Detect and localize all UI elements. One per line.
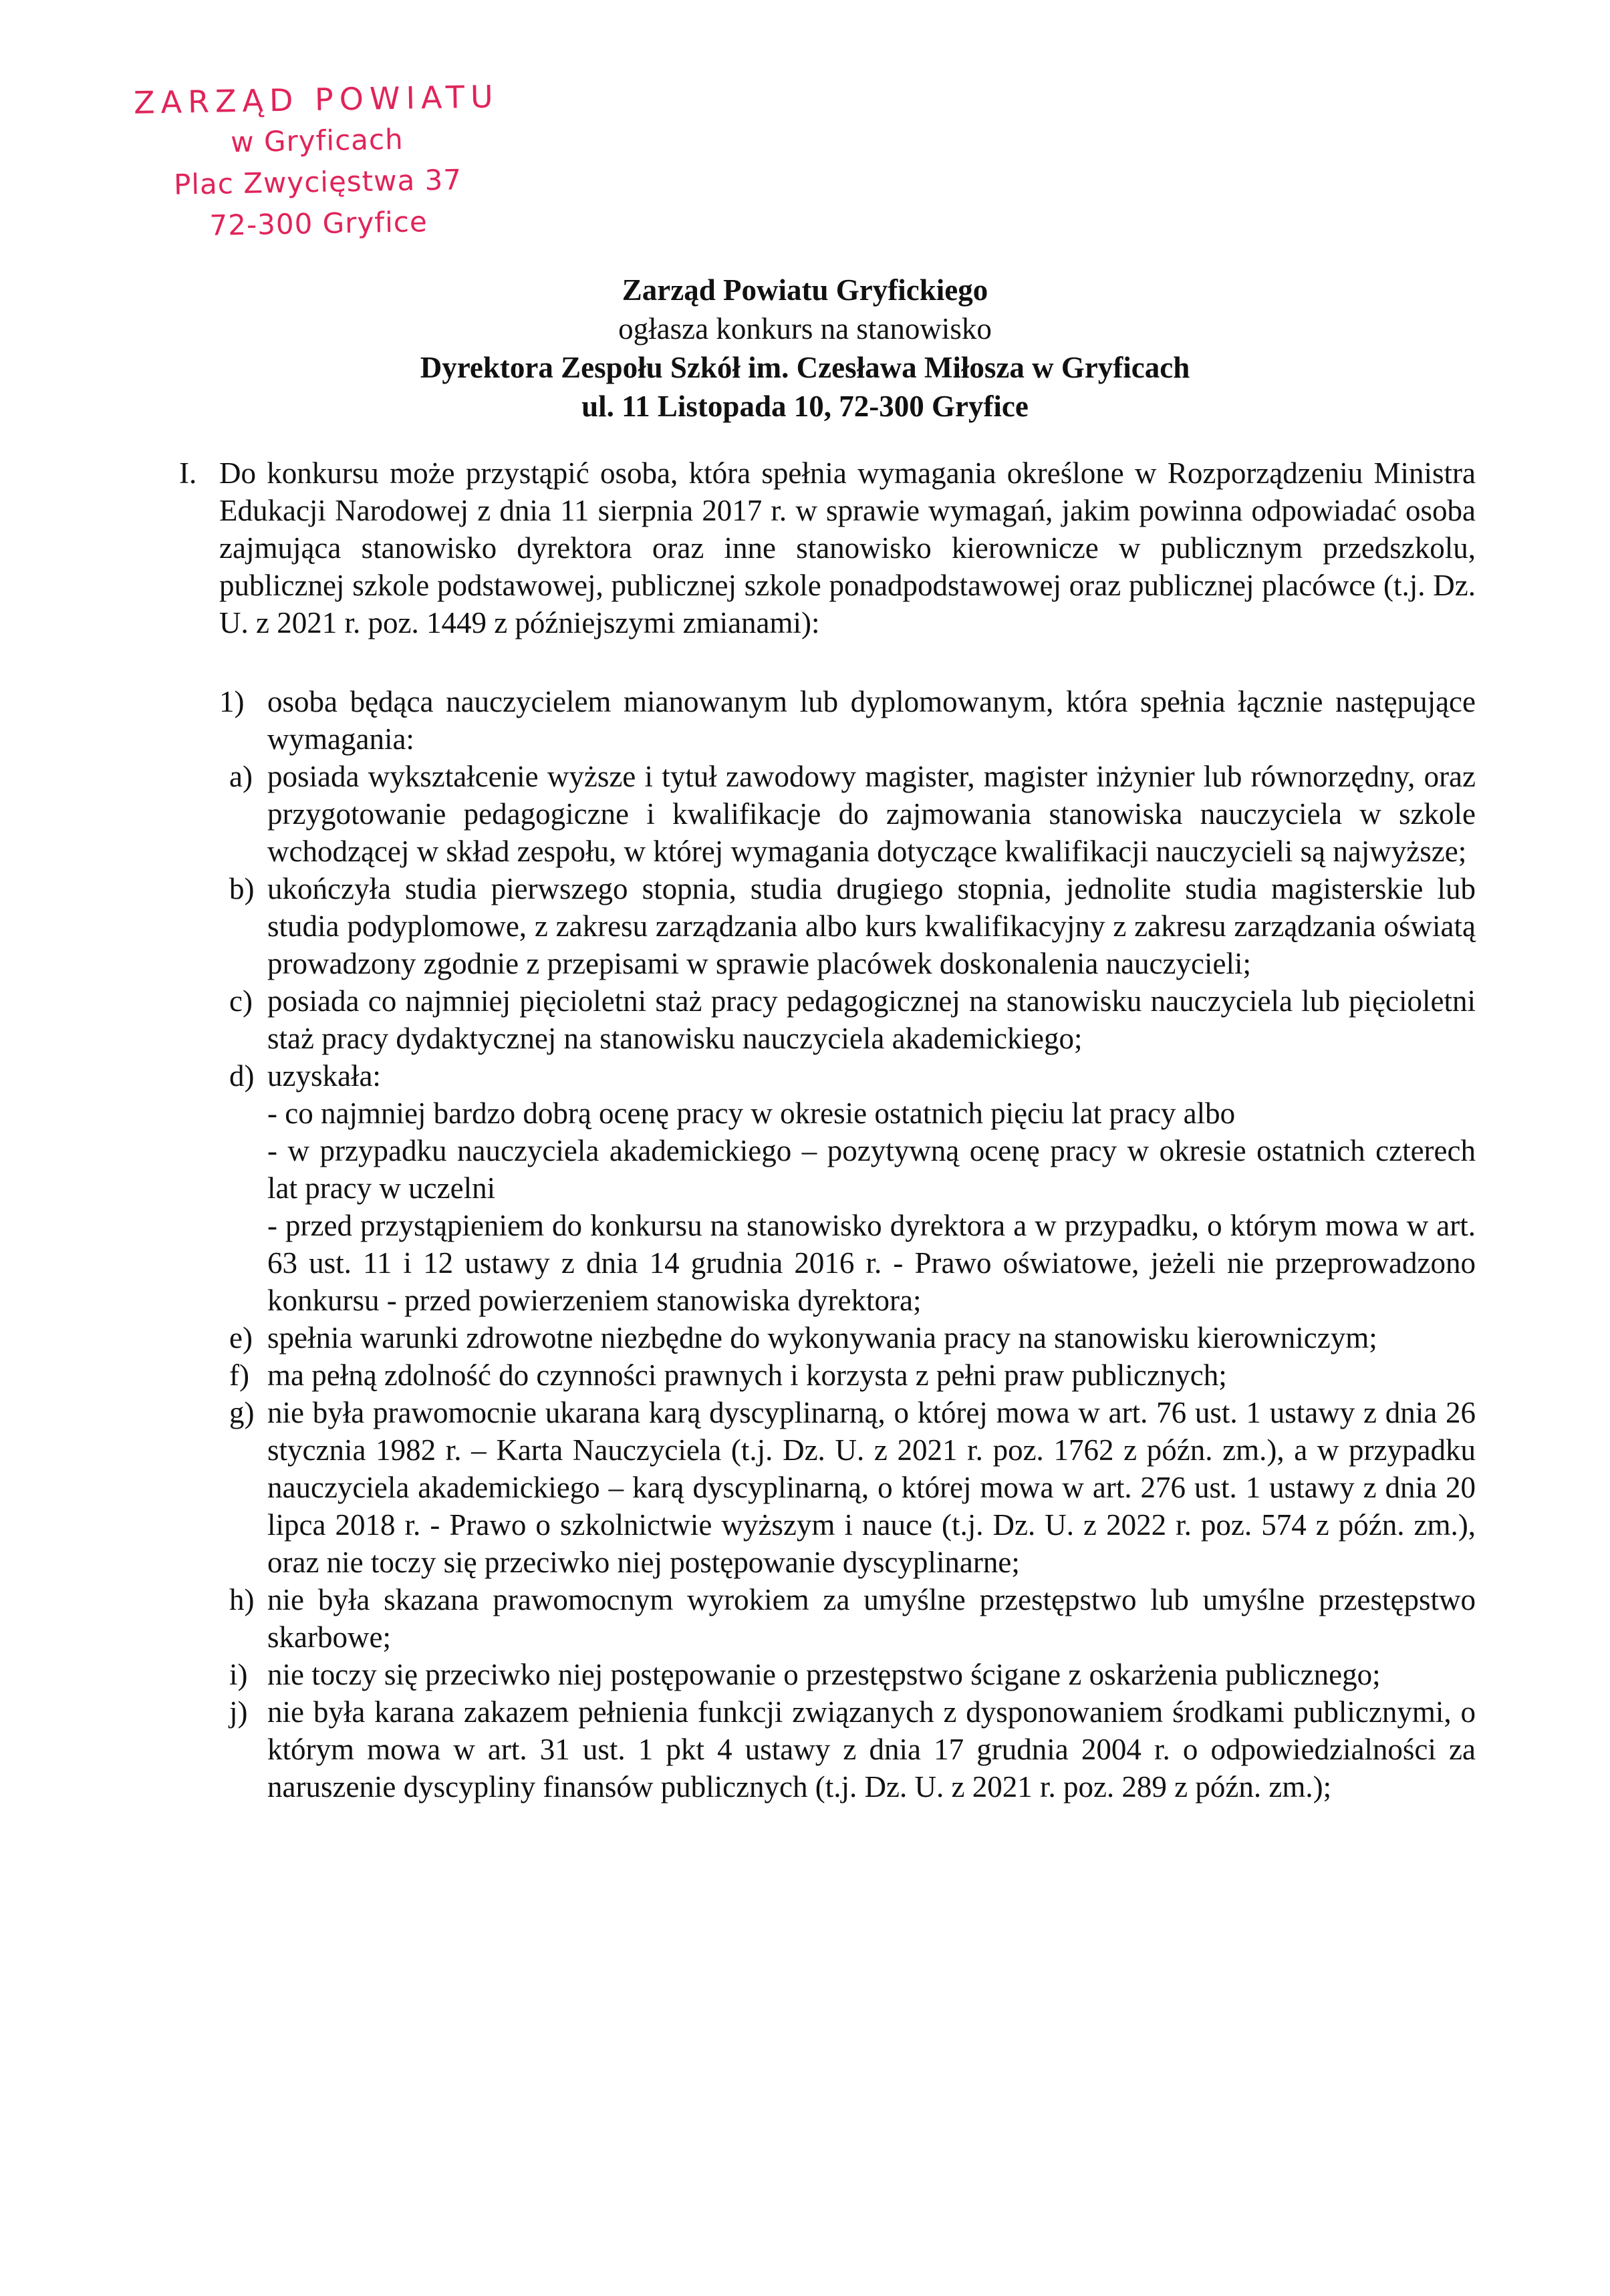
point-1 <box>179 683 1476 758</box>
requirement-text: posiada wykształcenie wyższe i tytuł zawodowy magister, magister inżynier lub równorzędny, oraz przygotowanie pedagogiczne i kwalifikacje do zajmowania stanowiska nauczyciela w szkole wchodzącej w skład zespołu, w której wymagania dotyczące kwalifikacji nauczycieli są najwyższe; <box>267 760 1476 868</box>
requirement-d-sub-3: - przed przystąpieniem do konkursu na stanowisko dyrektora a w przypadku, o którym mowa w art. 63 ust. 11 i 12 ustawy z dnia 14 grudnia 2016 r. - Prawo oświatowe, jeżeli nie przeprowadzono konkursu - przed powierzeniem stanowiska dyrektora; <box>267 1209 1476 1317</box>
requirement-text: uzyskała: <box>267 1059 381 1093</box>
requirement-text: nie była prawomocnie ukarana karą dyscyplinarną, o której mowa w art. 76 ust. 1 ustawy z dnia 26 stycznia 1982 r. – Karta Nauczyciela (t.j. Dz. U. z 2021 r. poz. 1762 z późn. zm.), a w przypadku nauczyciela akademickiego – karą dyscyplinarną, o której mowa w art. 276 ust. 1 ustawy z dnia 20 lipca 2018 r. - Prawo o szkolnictwie wyższym i nauce (t.j. Dz. U. z 2022 r. poz. 574 z późn. zm.), oraz nie toczy się przeciwko niej postępowanie dyscyplinarne; <box>267 1396 1476 1579</box>
section-I-text: Do konkursu może przystąpić osoba, która spełnia wymagania określone w Rozporządzeniu Ministra Edukacji Narodowej z dnia 11 sierpnia 2017 r. w sprawie wymagań, jakim powinna odpowiadać osoba zajmująca stanowisko dyrektora oraz inne stanowisko kierownicze w publicznym przedszkolu, publicznej szkole podstawowej, publicznej szkole ponadpodstawowej oraz publicznej placówce (t.j. Dz. U. z 2021 r. poz. 1449 z późniejszymi zmianami): <box>219 456 1476 639</box>
requirement-e <box>179 1319 1476 1356</box>
requirement-letter: g) <box>229 1396 255 1429</box>
requirement-letter: e) <box>229 1321 253 1354</box>
requirement-text: ukończyła studia pierwszego stopnia, studia drugiego stopnia, jednolite studia magisterskie lub studia podyplomowe, z zakresu zarządzania albo kurs kwalifikacyjny z zakresu zarządzania oświatą prowadzony zgodnie z przepisami w sprawie placówek doskonalenia nauczycieli; <box>267 872 1476 980</box>
requirements-list <box>179 758 1476 1806</box>
requirement-d <box>179 1057 1476 1319</box>
requirement-j <box>179 1693 1476 1806</box>
requirement-f <box>179 1356 1476 1394</box>
requirement-text: nie była karana zakazem pełnienia funkcji związanych z dysponowaniem środkami publicznymi, o którym mowa w art. 31 ust. 1 pkt 4 ustawy z dnia 17 grudnia 2004 r. o odpowiedzialności za naruszenie dyscypliny finansów publicznych (t.j. Dz. U. z 2021 r. poz. 289 z późn. zm.); <box>267 1695 1476 1804</box>
requirement-text: posiada co najmniej pięcioletni staż pracy pedagogicznej na stanowisku nauczyciela lub pięcioletni staż pracy dydaktycznej na stanowisku nauczyciela akademickiego; <box>267 984 1476 1055</box>
requirement-i <box>179 1656 1476 1693</box>
stamp-line-3: Plac Zwycięstwa 37 <box>173 163 462 201</box>
requirement-letter: j) <box>229 1695 248 1729</box>
stamp-line-2: w Gryficach <box>230 122 404 159</box>
requirement-g <box>179 1394 1476 1581</box>
point-1-marker: 1) <box>219 685 245 718</box>
requirement-text: ma pełną zdolność do czynności prawnych i korzysta z pełni praw publicznych; <box>267 1358 1227 1392</box>
point-1-text: osoba będąca nauczycielem mianowanym lub dyplomowanym, która spełnia łącznie następujące wymagania: <box>267 685 1476 756</box>
office-stamp <box>116 76 519 248</box>
header-announcement: ogłasza konkurs na stanowisko <box>618 312 992 345</box>
requirement-text: nie toczy się przeciwko niej postępowanie o przestępstwo ścigane z oskarżenia publicznego; <box>267 1658 1381 1691</box>
section-I <box>179 454 1476 641</box>
requirement-b <box>179 870 1476 982</box>
document-header <box>0 271 1610 426</box>
requirement-letter: h) <box>229 1583 255 1616</box>
header-address: ul. 11 Listopada 10, 72-300 Gryfice <box>581 390 1029 423</box>
document-body <box>179 454 1476 1806</box>
requirement-d-sub-1: - co najmniej bardzo dobrą ocenę pracy w okresie ostatnich pięciu lat pracy albo <box>267 1097 1236 1130</box>
requirement-d-sub-2: - w przypadku nauczyciela akademickiego – pozytywną ocenę pracy w okresie ostatnich czterech lat pracy w uczelni <box>267 1134 1476 1205</box>
requirement-text: nie była skazana prawomocnym wyrokiem za umyślne przestępstwo lub umyślne przestępstwo skarbowe; <box>267 1583 1476 1654</box>
header-issuer: Zarząd Powiatu Gryfickiego <box>622 273 988 307</box>
stamp-line-4: 72-300 Gryfice <box>209 205 428 242</box>
requirement-h <box>179 1581 1476 1656</box>
requirement-a <box>179 758 1476 870</box>
header-position: Dyrektora Zespołu Szkół im. Czesława Miłosza w Gryficach <box>420 351 1190 384</box>
requirement-letter: b) <box>229 872 255 905</box>
requirement-c <box>179 982 1476 1057</box>
requirement-letter: a) <box>229 760 253 793</box>
requirement-letter: f) <box>229 1358 249 1392</box>
section-I-marker: I. <box>179 456 197 490</box>
requirement-letter: d) <box>229 1059 255 1093</box>
requirement-letter: i) <box>229 1658 248 1691</box>
requirement-text: spełnia warunki zdrowotne niezbędne do wykonywania pracy na stanowisku kierowniczym; <box>267 1321 1377 1354</box>
stamp-line-1: ZARZĄD POWIATU <box>133 78 500 121</box>
requirement-letter: c) <box>229 984 253 1018</box>
